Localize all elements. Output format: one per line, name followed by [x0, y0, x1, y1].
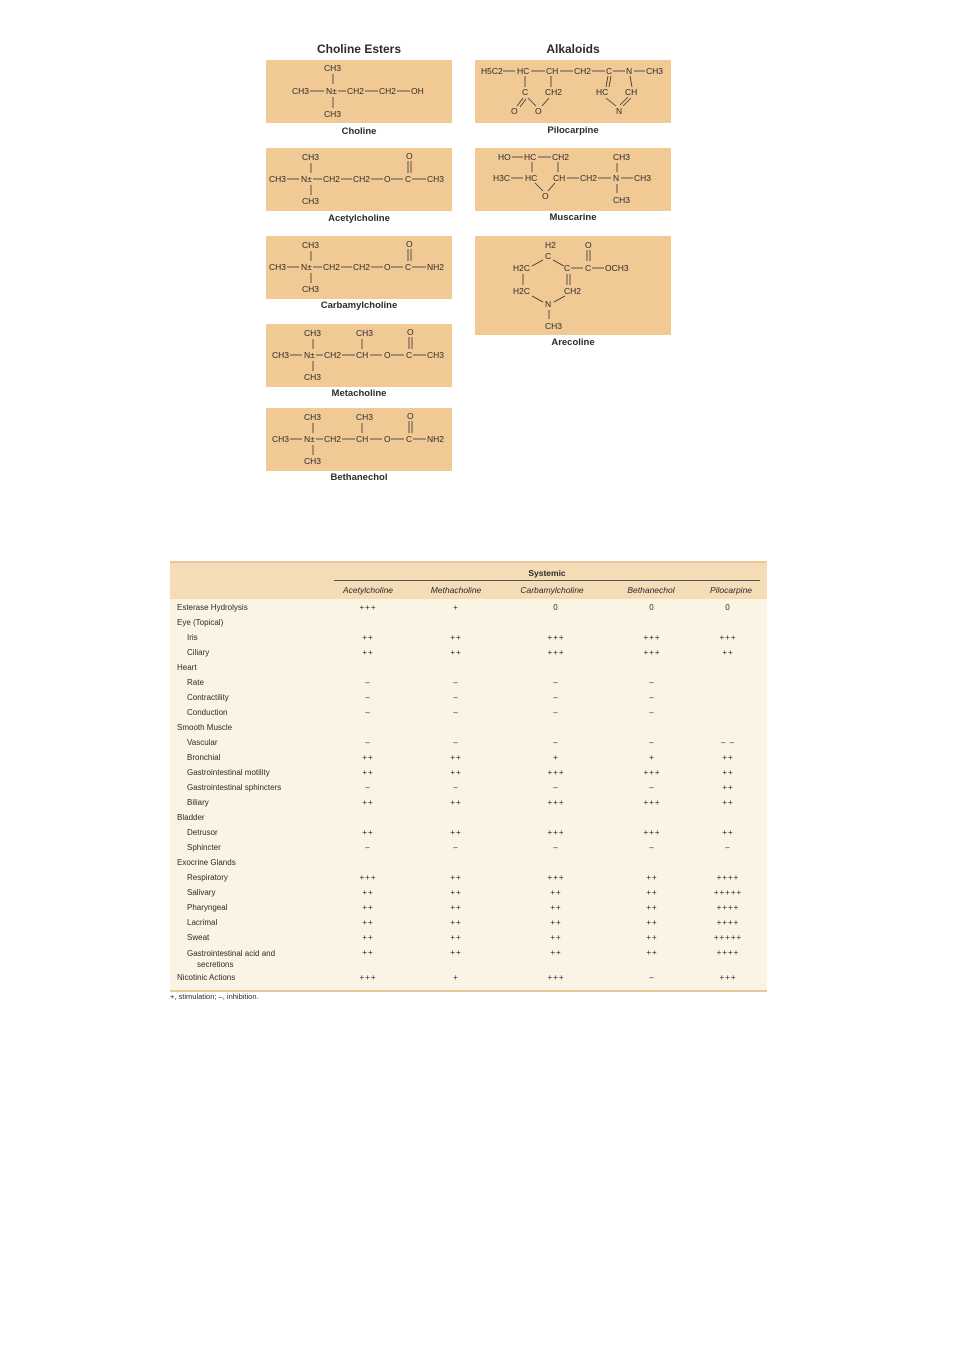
- row-label-text: Pharyngeal: [187, 903, 228, 912]
- row-label-text: Vascular: [187, 738, 218, 747]
- table-cell: –: [453, 843, 459, 852]
- atom-label: N: [616, 106, 623, 116]
- atom-label: C: [522, 87, 529, 97]
- table-cell: –: [649, 973, 655, 982]
- table-cell: ++++: [716, 918, 740, 927]
- atom-label: C: [585, 263, 592, 273]
- atom-label: NH2: [427, 262, 445, 272]
- table-cell: +++: [547, 973, 565, 982]
- table-cell: +++++: [713, 933, 743, 942]
- atom-label: CH: [625, 87, 638, 97]
- table-cell: ++: [450, 648, 462, 657]
- atom-label: O: [384, 262, 391, 272]
- atom-label: CH2: [353, 262, 371, 272]
- table-cell: 0: [725, 603, 731, 612]
- arecoline-caption: Arecoline: [551, 337, 595, 348]
- bethanechol-structure: [266, 408, 452, 471]
- atom-label: OCH3: [605, 263, 629, 273]
- row-label-text: Iris: [187, 633, 198, 642]
- table-cell: ++: [550, 933, 562, 942]
- row-label: [187, 873, 228, 882]
- table-cell: ++: [450, 633, 462, 642]
- atom-label: CH3: [302, 284, 320, 294]
- row-label: [187, 693, 229, 702]
- table-cell: ++: [362, 753, 374, 762]
- atom-label: O: [384, 434, 391, 444]
- row-label-text: Bladder: [177, 813, 205, 822]
- table-cell: ++: [362, 918, 374, 927]
- table-cell: –: [365, 678, 371, 687]
- table-cell: +++: [643, 828, 661, 837]
- atom-label: O: [407, 327, 414, 337]
- choline-caption: Choline: [341, 126, 377, 137]
- atom-label: CH3: [304, 456, 322, 466]
- table-cell: –: [365, 708, 371, 717]
- table-cell: ++: [362, 633, 374, 642]
- table-cell: +++: [359, 973, 377, 982]
- row-label-text: Esterase Hydrolysis: [177, 603, 248, 612]
- atom-label: N: [545, 299, 552, 309]
- row-label: [187, 708, 227, 717]
- table-cell: ++: [450, 933, 462, 942]
- atom-label: CH3: [292, 86, 310, 96]
- table-cell: –: [453, 693, 459, 702]
- metacholine-caption: Metacholine: [331, 388, 387, 399]
- atom-label: HC: [524, 152, 537, 162]
- acetylcholine-caption: Acetylcholine: [328, 213, 390, 224]
- table-cell: ++: [450, 828, 462, 837]
- row-label-text: Gastrointestinal acid and: [187, 949, 276, 958]
- table-cell: +++: [359, 873, 377, 882]
- atom-label: CH2: [574, 66, 592, 76]
- table-cell: +++: [359, 603, 377, 612]
- muscarinic-agonist-table: [170, 561, 767, 992]
- atom-label: O: [585, 240, 592, 250]
- row-label-text: Detrusor: [187, 828, 218, 837]
- table-cell: ++: [550, 903, 562, 912]
- atom-label: C: [406, 434, 413, 444]
- row-label-text: Respiratory: [187, 873, 228, 882]
- table-cell: +++: [547, 873, 565, 882]
- atom-label: CH3: [613, 195, 631, 205]
- row-label-text: Gastrointestinal sphincters: [187, 783, 282, 792]
- table-cell: –: [365, 693, 371, 702]
- row-label: [187, 948, 275, 970]
- atom-label: CH3: [427, 174, 445, 184]
- atom-label: CH3: [324, 63, 342, 73]
- table-cell: –: [553, 843, 559, 852]
- atom-label: CH2: [323, 262, 341, 272]
- atom-label: CH3: [302, 240, 320, 250]
- row-label-text: Contractility: [187, 693, 229, 702]
- col-header-methacholine: Methacholine: [430, 585, 482, 595]
- table-cell: ++: [550, 888, 562, 897]
- row-label: [187, 903, 227, 912]
- atom-label: CH3: [427, 350, 445, 360]
- table-cell: ++: [362, 933, 374, 942]
- table-cell: +++: [643, 633, 661, 642]
- atom-label: N±: [304, 434, 315, 444]
- table-cell: –: [365, 843, 371, 852]
- atom-label: CH2: [353, 174, 371, 184]
- table-cell: – –: [720, 738, 736, 747]
- systemic-group-header: Systemic: [528, 568, 566, 578]
- row-label-text: Heart: [177, 663, 197, 672]
- table-cell: ++: [362, 888, 374, 897]
- row-label: [187, 843, 221, 852]
- table-cell: ++: [450, 798, 462, 807]
- table-cell: –: [453, 738, 459, 747]
- atom-label: H3C: [493, 173, 511, 183]
- carbamylcholine-structure: [266, 236, 452, 299]
- atom-label: CH2: [324, 350, 342, 360]
- table-cell: ++: [722, 798, 734, 807]
- atom-label: H2C: [513, 286, 531, 296]
- row-label: [187, 648, 209, 657]
- row-label-text: Nicotinic Actions: [177, 973, 236, 982]
- table-cell: ++: [722, 768, 734, 777]
- table-cell: ++: [646, 888, 658, 897]
- table-cell: +++: [547, 798, 565, 807]
- table-cell: –: [649, 708, 655, 717]
- atom-label: CH3: [304, 328, 322, 338]
- table-header: [170, 563, 767, 599]
- row-label: [187, 768, 270, 777]
- table-cell: ++: [362, 798, 374, 807]
- table-cell: ++: [722, 753, 734, 762]
- atom-label: NH2: [427, 434, 445, 444]
- atom-label: C: [564, 263, 571, 273]
- atom-label: CH3: [302, 152, 320, 162]
- atom-label: O: [384, 350, 391, 360]
- row-label-continuation: secretions: [197, 960, 234, 969]
- table-cell: ++: [450, 918, 462, 927]
- atom-label: C: [545, 251, 552, 261]
- row-label: [177, 973, 235, 982]
- atom-label: CH3: [304, 412, 322, 422]
- atom-label: CH2: [552, 152, 570, 162]
- atom-label: CH3: [304, 372, 322, 382]
- atom-label: CH2: [379, 86, 397, 96]
- table-cell: ++: [646, 903, 658, 912]
- row-label: [187, 783, 281, 792]
- alkaloids-title: Alkaloids: [546, 42, 600, 56]
- muscarine-caption: Muscarine: [549, 212, 597, 223]
- atom-label: O: [406, 151, 413, 161]
- table-cell: –: [649, 678, 655, 687]
- table-cell: ++: [450, 888, 462, 897]
- row-label: [187, 828, 218, 837]
- col-header-acetylcholine: Acetylcholine: [342, 585, 394, 595]
- row-label-text: Conduction: [187, 708, 228, 717]
- atom-label: CH3: [269, 174, 287, 184]
- table-cell: –: [725, 843, 731, 852]
- row-label: [187, 678, 204, 687]
- row-label-text: Lacrimal: [187, 918, 218, 927]
- bethanechol-caption: Bethanechol: [330, 472, 388, 483]
- table-cell: –: [649, 738, 655, 747]
- table-cell: ++: [646, 873, 658, 882]
- atom-label: C: [405, 174, 412, 184]
- row-label: [187, 633, 198, 642]
- table-footnote: +, stimulation; –, inhibition.: [170, 992, 259, 1001]
- table-cell: ++: [362, 903, 374, 912]
- choline-structure: [266, 60, 452, 123]
- table-cell: +++: [719, 973, 737, 982]
- table-cell: +++: [547, 633, 565, 642]
- row-label-text: Rate: [187, 678, 204, 687]
- table-cell: ++: [722, 648, 734, 657]
- row-label: [187, 753, 220, 762]
- table-cell: –: [553, 783, 559, 792]
- table-cell: ++: [450, 903, 462, 912]
- table-cell: –: [553, 693, 559, 702]
- row-label-text: Biliary: [187, 798, 209, 807]
- row-label-text: Ciliary: [187, 648, 210, 657]
- atom-label: HC: [525, 173, 538, 183]
- table-cell: ++: [722, 828, 734, 837]
- row-label-text: Sweat: [187, 933, 210, 942]
- row-label: [187, 798, 209, 807]
- row-label: [177, 663, 197, 672]
- atom-label: H5C2: [481, 66, 503, 76]
- table-cell: –: [453, 678, 459, 687]
- row-label-text: Bronchial: [187, 753, 221, 762]
- atom-label: CH3: [272, 434, 290, 444]
- row-label: [177, 723, 232, 732]
- atom-label: CH3: [613, 152, 631, 162]
- table-cell: ++: [550, 948, 562, 957]
- table-cell: ++: [362, 648, 374, 657]
- table-cell: –: [649, 783, 655, 792]
- atom-label: HC: [517, 66, 530, 76]
- table-cell: –: [553, 708, 559, 717]
- choline-esters-title: Choline Esters: [316, 42, 402, 56]
- muscarine-structure: [475, 148, 671, 211]
- row-label-text: Sphincter: [187, 843, 221, 852]
- table-cell: +++: [643, 798, 661, 807]
- table-cell: ++: [450, 753, 462, 762]
- atom-label: OH: [411, 86, 424, 96]
- table-cell: ++: [646, 948, 658, 957]
- table-cell: ++: [646, 918, 658, 927]
- table-cell: +++: [547, 828, 565, 837]
- table-cell: +++: [547, 648, 565, 657]
- arecoline-structure: [475, 236, 671, 335]
- table-cell: +++: [547, 768, 565, 777]
- table-cell: +: [453, 973, 459, 982]
- atom-label: N±: [301, 262, 312, 272]
- atom-label: HC: [596, 87, 609, 97]
- table-cell: ++++: [716, 873, 740, 882]
- atom-label: O: [406, 239, 413, 249]
- atom-label: HO: [498, 152, 511, 162]
- row-label-text: Smooth Muscle: [177, 723, 233, 732]
- table-cell: ++++: [716, 948, 740, 957]
- atom-label: N±: [326, 86, 337, 96]
- table-cell: +++: [643, 768, 661, 777]
- table-cell: +++: [643, 648, 661, 657]
- atom-label: CH3: [272, 350, 290, 360]
- atom-label: O: [535, 106, 542, 116]
- table-cell: –: [365, 783, 371, 792]
- atom-label: N: [613, 173, 620, 183]
- table-cell: +++: [719, 633, 737, 642]
- col-header-bethanechol: Bethanechol: [627, 585, 675, 595]
- atom-label: H2C: [513, 263, 531, 273]
- row-label: [177, 813, 205, 822]
- atom-label: CH2: [580, 173, 598, 183]
- table-cell: –: [453, 783, 459, 792]
- atom-label: N±: [301, 174, 312, 184]
- atom-label: CH3: [356, 328, 374, 338]
- row-label-text: Gastrointestinal motility: [187, 768, 270, 777]
- atom-label: CH2: [324, 434, 342, 444]
- atom-label: O: [384, 174, 391, 184]
- col-header-pilocarpine: Pilocarpine: [709, 585, 753, 595]
- table-cell: +: [649, 753, 655, 762]
- row-label-text: Eye (Topical): [177, 618, 224, 627]
- atom-label: CH3: [545, 321, 563, 331]
- table-cell: –: [453, 708, 459, 717]
- row-label: [187, 888, 215, 897]
- table-cell: 0: [553, 603, 559, 612]
- atom-label: N: [626, 66, 633, 76]
- table-cell: ++++: [716, 903, 740, 912]
- atom-label: CH2: [564, 286, 582, 296]
- table-cell: ++: [362, 768, 374, 777]
- atom-label: CH2: [323, 174, 341, 184]
- atom-label: N±: [304, 350, 315, 360]
- atom-label: CH: [546, 66, 559, 76]
- table-cell: ++: [362, 828, 374, 837]
- atom-label: CH: [356, 434, 369, 444]
- acetylcholine-structure: [266, 148, 452, 211]
- table-cell: ++: [550, 918, 562, 927]
- atom-label: CH3: [269, 262, 287, 272]
- atom-label: O: [511, 106, 518, 116]
- atom-label: CH3: [302, 196, 320, 206]
- table-cell: +: [553, 753, 559, 762]
- atom-label: CH3: [646, 66, 664, 76]
- table-cell: –: [649, 843, 655, 852]
- table-cell: ++: [362, 948, 374, 957]
- row-label: [177, 858, 236, 867]
- table-cell: –: [365, 738, 371, 747]
- atom-label: CH3: [324, 109, 342, 119]
- table-cell: +++++: [713, 888, 743, 897]
- atom-label: CH3: [634, 173, 652, 183]
- carbamylcholine-caption: Carbamylcholine: [320, 300, 398, 311]
- table-cell: –: [649, 693, 655, 702]
- table-cell: ++: [450, 873, 462, 882]
- table-cell: ++: [450, 948, 462, 957]
- table-cell: 0: [649, 603, 655, 612]
- col-header-carbamylcholine: Carbamylcholine: [520, 585, 584, 595]
- atom-label: CH2: [545, 87, 563, 97]
- row-label: [187, 933, 209, 942]
- table-cell: ++: [450, 768, 462, 777]
- table-cell: ++: [646, 933, 658, 942]
- atom-label: CH: [553, 173, 566, 183]
- table-cell: –: [553, 738, 559, 747]
- atom-label: CH3: [356, 412, 374, 422]
- row-label: [177, 603, 248, 612]
- atom-label: O: [542, 191, 549, 201]
- atom-label: CH2: [347, 86, 365, 96]
- atom-label: C: [406, 350, 413, 360]
- atom-label: C: [606, 66, 613, 76]
- row-label: [177, 618, 223, 627]
- table-cell: +: [453, 603, 459, 612]
- pilocarpine-caption: Pilocarpine: [547, 125, 599, 136]
- pilocarpine-structure: [475, 60, 671, 123]
- row-label: [187, 918, 217, 927]
- atom-label: CH: [356, 350, 369, 360]
- row-label: [187, 738, 218, 747]
- table-cell: –: [553, 678, 559, 687]
- table-cell: ++: [722, 783, 734, 792]
- metacholine-structure: [266, 324, 452, 387]
- atom-label: C: [405, 262, 412, 272]
- row-label-text: Exocrine Glands: [177, 858, 236, 867]
- atom-label: O: [407, 411, 414, 421]
- atom-label: H2: [545, 240, 556, 250]
- header-divider: [334, 580, 760, 581]
- row-label-text: Salivary: [187, 888, 216, 897]
